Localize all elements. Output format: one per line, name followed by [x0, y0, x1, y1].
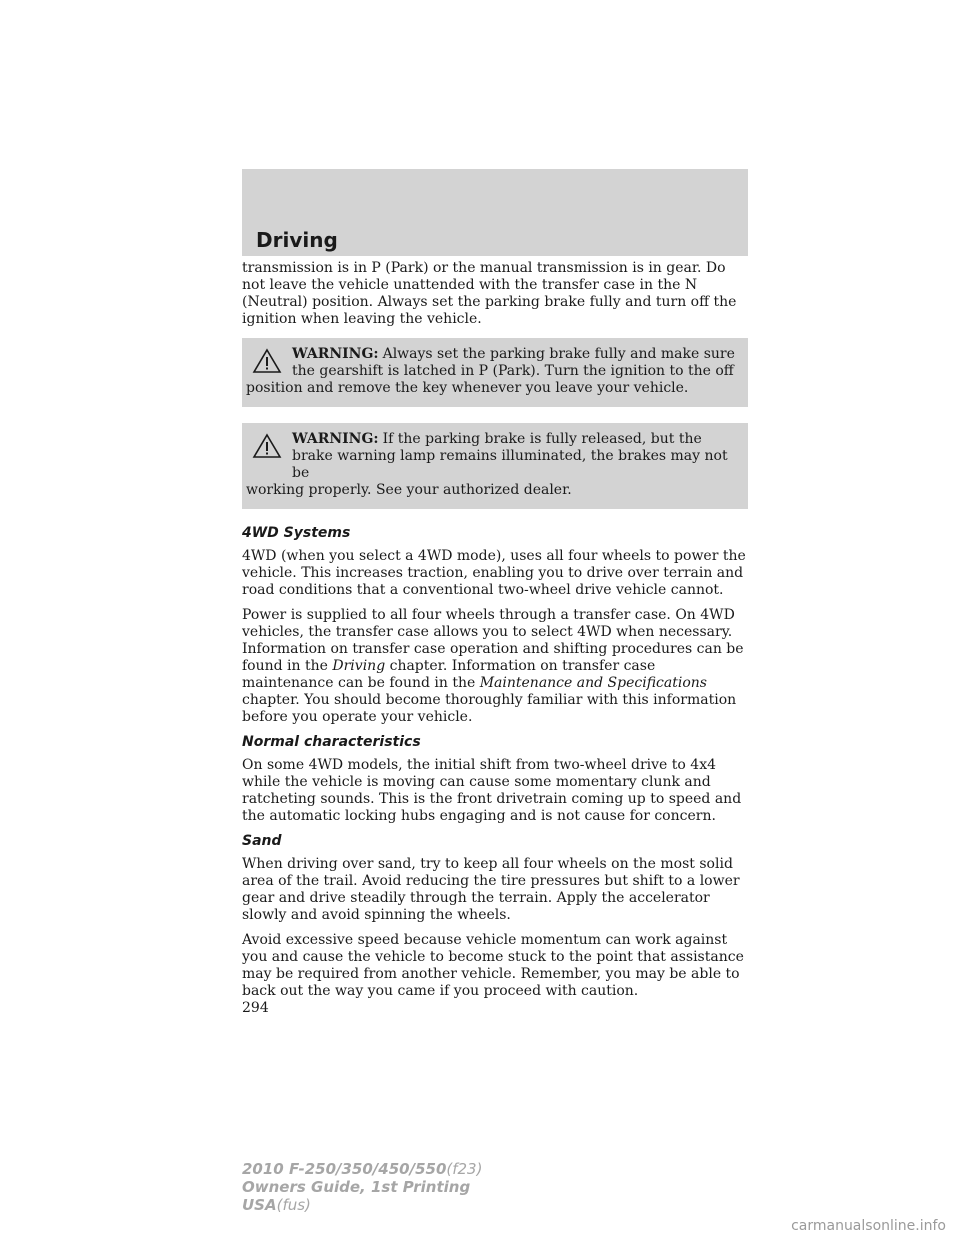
page-content	[242, 260, 748, 1017]
warning-box	[242, 423, 748, 509]
print-footer	[242, 1160, 482, 1214]
intro-paragraph: transmission is in P (Park) or the manual transmission is in gear. Do not leave the vehicle unattended with the transfer case in the N (Neutral) position. Always set the parking brake fully and turn off the ignition when leaving the vehicle.	[242, 260, 737, 327]
chapter-header	[242, 169, 748, 256]
warning-text: Always set the parking brake fully and make sure the gearshift is latched in P (Park). Turn the ignition to the off	[292, 346, 735, 379]
sand-paragraph: When driving over sand, try to keep all four wheels on the most solid area of the trail. Avoid reducing the tire pressures but shift to a lower gear and drive steadily through the terrain. Apply the accelerator slowly and avoid spinning the wheels.	[242, 856, 740, 923]
fourwd-paragraph: 4WD (when you select a 4WD mode), uses all four wheels to power the vehicle. This increases traction, enabling you to drive over terrain and road conditions that a conventional two-wheel drive vehicle cannot.	[242, 548, 746, 598]
warning-label: WARNING:	[292, 346, 379, 362]
watermark: carmanualsonline.info	[791, 1218, 946, 1234]
fourwd-paragraph-2: Power is supplied to all four wheels through a transfer case. On 4WD vehicles, the transfer case allows you to select 4WD when necessary. Information on transfer case operation and shifting procedures can be found in the Driving chapter. Information on transfer case maintenance can be found in the Maintenance and Specifications chapter. You should become thoroughly familiar with this information before you operate your vehicle.	[242, 607, 744, 725]
warning-text-cont: working properly. See your authorized dealer.	[246, 482, 572, 498]
warning-icon	[252, 433, 282, 459]
sand-paragraph-2: Avoid excessive speed because vehicle momentum can work against you and cause the vehicle to become stuck to the point that assistance may be required from another vehicle. Remember, you may be able to back out the way you came if you proceed with caution.	[242, 932, 744, 999]
normal-paragraph: On some 4WD models, the initial shift from two-wheel drive to 4x4 while the vehicle is moving can cause some momentary clunk and ratcheting sounds. This is the front drivetrain coming up to speed and the automatic locking hubs engaging and is not cause for concern.	[242, 757, 742, 824]
warning-text: If the parking brake is fully released, but the brake warning lamp remains illuminated, the brakes may not be	[292, 431, 728, 481]
section-heading-normal: Normal characteristics	[242, 734, 421, 750]
warning-icon	[252, 348, 282, 374]
section-heading-sand: Sand	[242, 833, 282, 849]
footer-code: (f23)	[446, 1160, 483, 1178]
chapter-title: Driving	[256, 228, 338, 252]
footer-model: 2010 F-250/350/450/550	[242, 1160, 447, 1178]
warning-box	[242, 338, 748, 407]
warning-text-cont: position and remove the key whenever you leave your vehicle.	[246, 380, 689, 396]
chapter-reference: Maintenance and Specifications	[479, 675, 707, 691]
chapter-reference: Driving	[332, 658, 386, 674]
warning-label: WARNING:	[292, 431, 379, 447]
footer-market: USA	[242, 1196, 277, 1214]
page-number: 294	[242, 1000, 269, 1016]
footer-market-code: (fus)	[276, 1196, 311, 1214]
footer-edition: Owners Guide, 1st Printing	[242, 1178, 471, 1196]
section-heading-4wd: 4WD Systems	[242, 525, 351, 541]
